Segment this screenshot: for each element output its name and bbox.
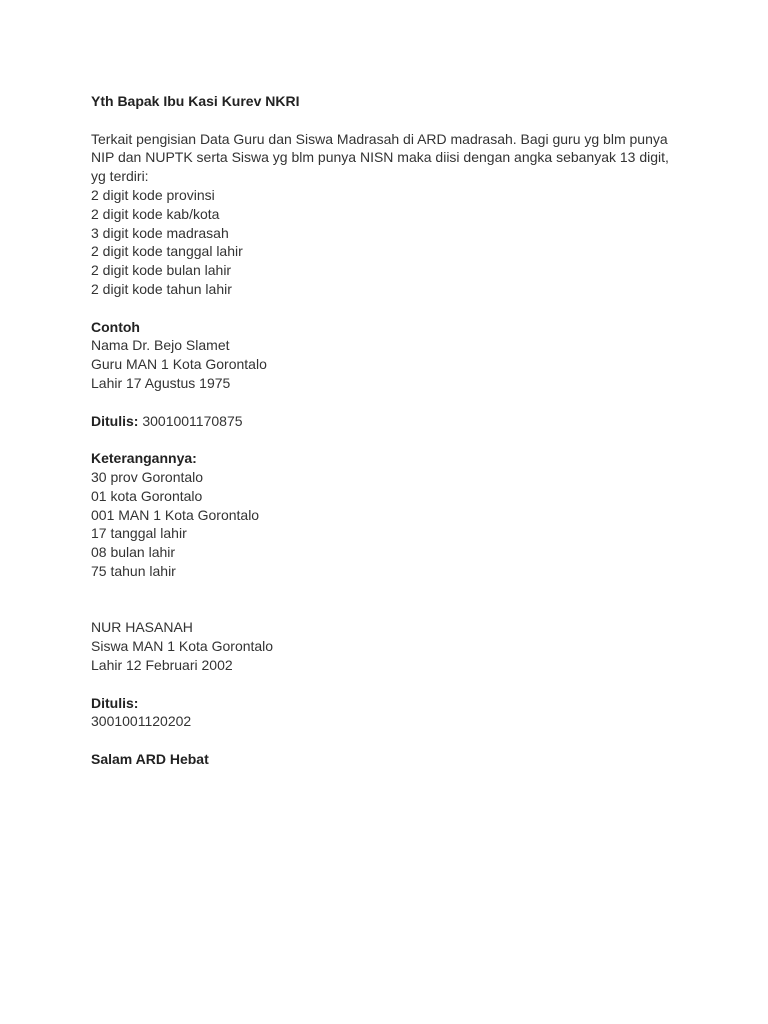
example-label: Contoh <box>91 318 140 335</box>
example-role: Guru MAN 1 Kota Gorontalo <box>91 356 267 373</box>
document-page <box>91 92 691 769</box>
list-item: 2 digit kode tanggal lahir <box>91 243 243 260</box>
example-birth: Lahir 12 Februari 2002 <box>91 656 233 673</box>
closing-line: Salam ARD Hebat <box>91 750 209 767</box>
written-value: 3001001170875 <box>138 412 243 429</box>
document-heading: Yth Bapak Ibu Kasi Kurev NKRI <box>91 93 300 109</box>
spacer <box>91 675 691 694</box>
list-item: 2 digit kode tahun lahir <box>91 280 232 297</box>
written-label: Ditulis: <box>91 412 139 429</box>
explanation-label: Keterangannya: <box>91 450 197 467</box>
spacer <box>91 111 691 130</box>
list-item: 001 MAN 1 Kota Gorontalo <box>91 506 260 523</box>
example-name: NUR HASANAH <box>91 619 193 636</box>
example-teacher <box>91 318 691 393</box>
list-item: 75 tahun lahir <box>91 562 176 579</box>
list-item: 3 digit kode madrasah <box>91 224 229 241</box>
list-item: 01 kota Gorontalo <box>91 487 203 504</box>
spacer <box>91 430 691 449</box>
example-birth: Lahir 17 Agustus 1975 <box>91 374 231 391</box>
spacer <box>91 393 691 412</box>
example-written <box>91 412 691 431</box>
written-value: 3001001120202 <box>91 713 192 730</box>
spacer <box>91 731 691 750</box>
list-item: 2 digit kode provinsi <box>91 186 215 203</box>
spacer <box>91 299 691 318</box>
spacer <box>91 581 691 619</box>
written-label: Ditulis: <box>91 694 139 711</box>
intro-paragraph: Terkait pengisian Data Guru dan Siswa Madrasah di ARD madrasah. Bagi guru yg blm punya NIP dan NUPTK serta Siswa yg blm punya NISN maka diisi dengan angka sebanyak 13 digit, yg terdiri: <box>91 130 669 185</box>
example-name: Nama Dr. Bejo Slamet <box>91 337 230 354</box>
list-item: 17 tanggal lahir <box>91 525 187 542</box>
list-item: 2 digit kode bulan lahir <box>91 262 232 279</box>
explanation-block <box>91 449 691 581</box>
digit-list <box>91 186 691 299</box>
example-role: Siswa MAN 1 Kota Gorontalo <box>91 638 274 655</box>
list-item: 08 bulan lahir <box>91 544 176 561</box>
list-item: 30 prov Gorontalo <box>91 468 204 485</box>
example-student <box>91 618 691 674</box>
list-item: 2 digit kode kab/kota <box>91 205 220 222</box>
